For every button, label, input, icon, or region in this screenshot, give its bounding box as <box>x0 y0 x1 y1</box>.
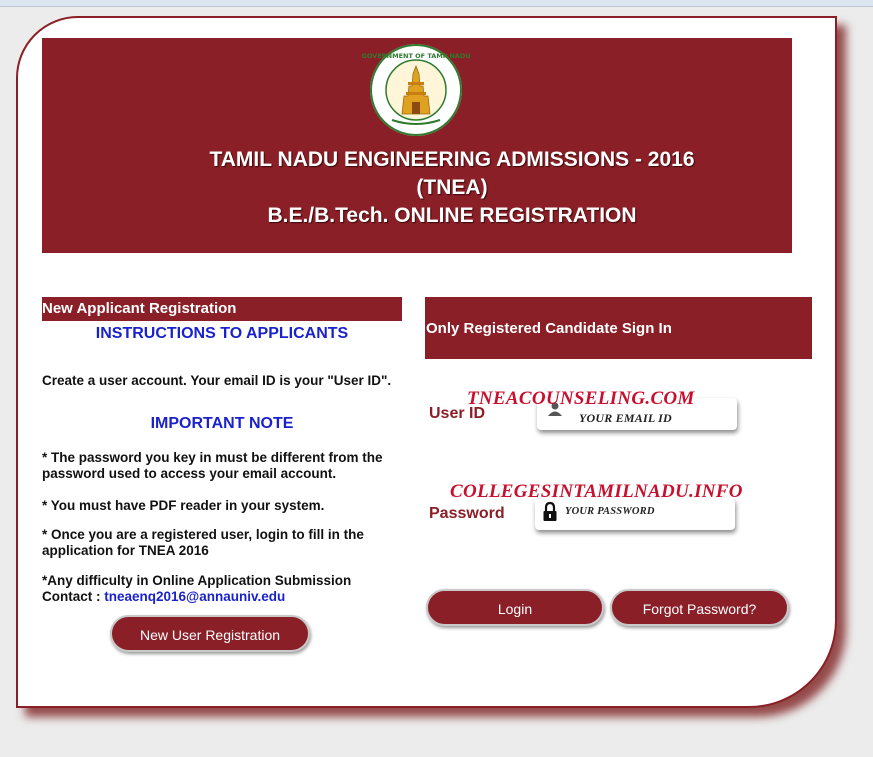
lock-icon <box>542 502 558 522</box>
note-difficulty-contact <box>42 573 402 605</box>
important-note-heading: IMPORTANT NOTE <box>150 415 294 432</box>
sign-in-header: Only Registered Candidate Sign In <box>425 297 812 359</box>
tamil-nadu-emblem-icon <box>361 42 471 138</box>
instruction-paragraph-user-id: Create a user account. Your email ID is your "User ID". <box>42 373 392 388</box>
banner-title-line3: B.E./B.Tech. ONLINE REGISTRATION <box>267 204 637 227</box>
note-password-different: * The password you key in must be different from the password used to access your email account. <box>42 450 383 481</box>
contact-email-link[interactable]: tneaenq2016@annauniv.edu <box>104 589 286 604</box>
difficulty-text: *Any difficulty in Online Application Submission <box>42 573 352 588</box>
new-user-registration-button[interactable]: New User Registration <box>110 615 310 652</box>
password-placeholder: YOUR PASSWORD <box>565 506 655 517</box>
user-id-label: User ID <box>429 405 486 422</box>
browser-top-strip <box>0 0 873 7</box>
header-banner <box>42 38 792 253</box>
svg-text:GOVERNMENT OF TAMILNADU: GOVERNMENT OF TAMILNADU <box>361 52 471 60</box>
note-pdf-reader: * You must have PDF reader in your system. <box>42 498 325 513</box>
contact-label: Contact : <box>42 589 101 604</box>
watermark-tneacounseling: TNEACOUNSELING.COM <box>467 388 695 409</box>
forgot-password-button[interactable]: Forgot Password? <box>610 589 789 626</box>
password-label: Password <box>429 505 505 522</box>
watermark-collegesintamilnadu: COLLEGESINTAMILNADU.INFO <box>450 481 743 502</box>
user-id-placeholder: YOUR EMAIL ID <box>579 411 672 425</box>
banner-title-line2: (TNEA) <box>416 176 488 199</box>
instructions-heading: INSTRUCTIONS TO APPLICANTS <box>95 325 349 342</box>
banner-title-line1: TAMIL NADU ENGINEERING ADMISSIONS - 2016 <box>209 148 695 171</box>
new-applicant-header: New Applicant Registration <box>42 297 402 321</box>
login-button[interactable]: Login <box>426 589 604 626</box>
note-registered-user-login: * Once you are a registered user, login to fill in the application for TNEA 2016 <box>42 527 364 558</box>
